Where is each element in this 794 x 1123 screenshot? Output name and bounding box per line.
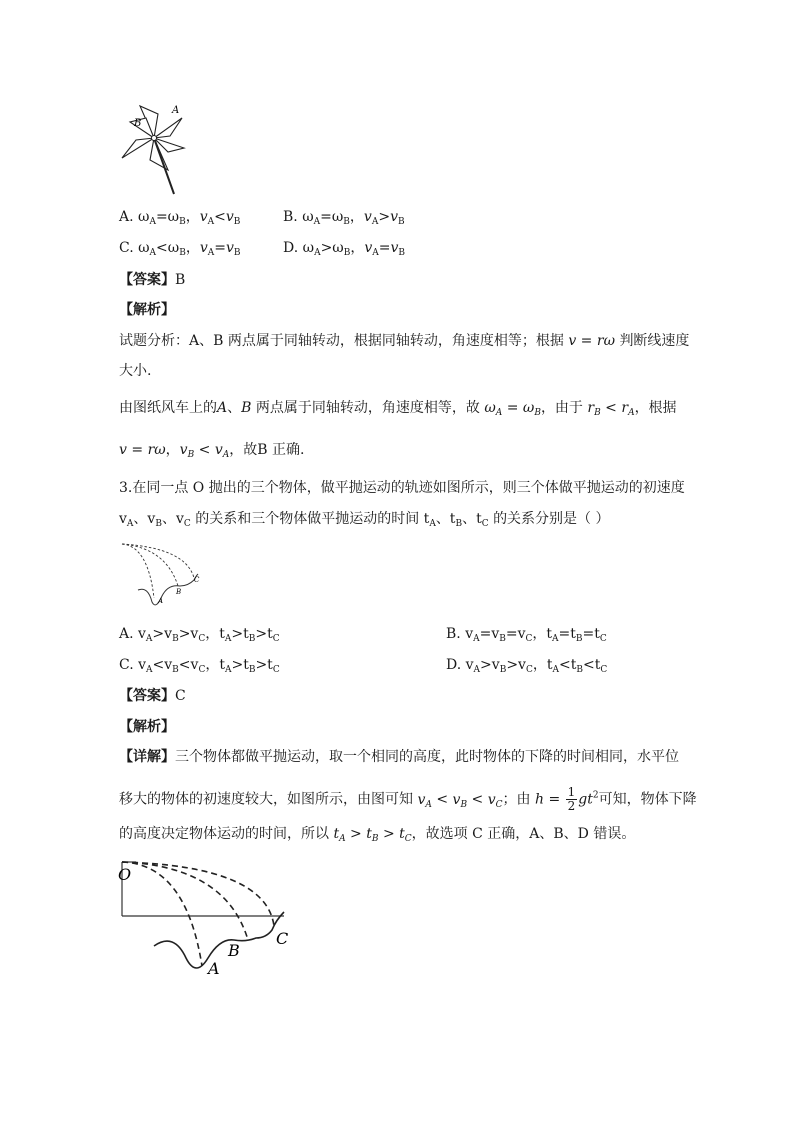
q2-analysis-line3: 由图纸风车上的A、B 两点属于同轴转动，角速度相等，故 $\omega_A = \omega_B$，由于 $r_B < r_A$，根据	[119, 400, 677, 418]
fig3-label-c: C	[276, 929, 289, 948]
q3-option-b: B. $v_A=v_B=v_C$，$t_A=t_B=t_C$	[446, 626, 607, 644]
q3-analysis-heading: 【解析】	[119, 719, 175, 735]
trajectory-figure-small	[118, 540, 214, 610]
fig3-label-b: B	[228, 941, 240, 960]
q2-analysis-line4: v = rω，$v_B < v_A$，故B 正确.	[119, 442, 305, 460]
fig2-label-b: B	[176, 588, 182, 596]
q2-analysis-line1: 试题分析：A、B 两点属于同轴转动，根据同轴转动，角速度相等；根据 v = rω 判断线速度	[119, 333, 690, 349]
q2-answer: 【答案】B	[119, 272, 186, 288]
q2-analysis-heading: 【解析】	[119, 302, 175, 318]
q3-detail-line1: 【详解】三个物体都做平抛运动，取一个相同的高度，此时物体的下降的时间相同，水平位	[119, 749, 679, 765]
q2-option-d: D. $\omega_A>\omega_B$，$v_A=v_B$	[283, 240, 406, 258]
q3-option-d: D. $v_A>v_B>v_C$，$t_A<t_B<t_C$	[446, 657, 608, 675]
q2-option-a: A. $\omega_A=\omega_B$，$v_A<v_B$	[119, 209, 241, 227]
q3-option-c: C. $v_A<v_B<v_C$，$t_A>t_B>t_C$	[119, 657, 280, 675]
trajectory-figure-large	[116, 854, 302, 978]
pinwheel-label-b: B	[134, 118, 142, 129]
pinwheel-figure	[118, 100, 190, 196]
q2-analysis-line2: 大小.	[119, 363, 152, 379]
q2-option-b: B. $\omega_A=\omega_B$，$v_A>v_B$	[283, 209, 405, 227]
q3-detail-line2: 移大的物体的初速度较大，如图所示，由图可知 $v_A < v_B < v_C$；由 h = $\frac{1}{2}$ $gt^2$可知，物体下降	[119, 785, 697, 813]
q3-stem-line2: $v_A$、$v_B$、$v_C$ 的关系和三个物体做平抛运动的时间 $t_A$、$t_B$、$t_C$ 的关系分别是（ ）	[119, 511, 610, 529]
q2-option-c: C. $\omega_A<\omega_B$，$v_A=v_B$	[119, 240, 241, 258]
q3-option-a: A. $v_A>v_B>v_C$，$t_A>t_B>t_C$	[119, 626, 280, 644]
fig2-label-a: A	[158, 597, 164, 605]
q3-stem-line1: 3.在同一点 O 抛出的三个物体，做平抛运动的轨迹如图所示，则三个体做平抛运动的初速度	[119, 480, 685, 496]
fig2-label-c: C	[194, 576, 200, 584]
fig3-label-a: A	[208, 959, 220, 978]
q3-answer: 【答案】C	[119, 688, 186, 704]
pinwheel-label-a: A	[172, 105, 180, 116]
q3-detail-line3: 的高度决定物体运动的时间，所以 $t_A > t_B > t_C$，故选项 C 正确，A、B、D 错误。	[119, 826, 636, 844]
fig3-label-o: O	[118, 865, 132, 884]
